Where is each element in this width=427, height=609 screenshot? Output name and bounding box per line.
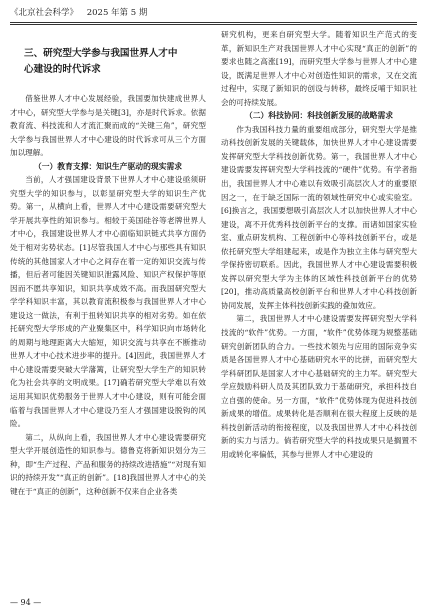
issue-number: 2025 年第 5 期 — [86, 8, 148, 18]
page-number: — 94 — — [10, 598, 42, 607]
paragraph: 第二，从纵向上看，我国世界人才中心建设需要研究型大学开展创造性的知识参与。德鲁克将新知识划分为三种，即“生产过程、产品和服务的持续改进措施”“对现有知识的持续开发”“真正的创新”。[18]我国世界人才中心的关键在于“真正的创新”，这种创新不仅来自企业各类 — [10, 432, 206, 496]
subsection-heading-education: （一）教育支撑：知识生产驱动的现实需求 — [33, 161, 183, 171]
header-rule — [10, 24, 417, 25]
paragraph: 借鉴世界人才中心发展经验，我国要加快建成世界人才中心，研究型大学参与是关键[3]，亦是时代诉求。依据教育流、科技流和人才流汇聚而成的“关键三角”，研究型大学参与我国世界人才中心建设的时代诉求可从三个方面加以理解。 — [10, 94, 206, 158]
section-heading — [10, 46, 206, 78]
journal-name: 《北京社会科学》 — [10, 8, 79, 18]
paragraph: 第二，我国世界人才中心建设需要发挥研究型大学科技流的“软件”优势。一方面，“软件”优势体现为规整基础研究创新团队的合力。一些技术领先与应用的国际竞争实质是各国世界人才中心基础研究水平的比拼，而研究型大学科研团队是国家人才中心基础研究的主力军。研究型大学应鼓励科研人员及其团队致力于基础研究，承担科技自立自强的使命。另一方面，“软件”优势体现为促进科技创新成果的增值。成果转化是否顺利在很大程度上反映的是科技创新活动的衔接程度，以及我国世界人才中心科技创新的实力与活力。倘若研究型大学的科技成果只是搁置不用或转化率偏低，其参与世界人才中心建设的 — [221, 314, 417, 459]
left-column — [10, 28, 206, 498]
right-column — [221, 28, 417, 462]
subsection-heading-technology: （二）科技协同：科技创新发展的战略需求 — [244, 111, 394, 121]
section-heading-line-2: 心建设的时代诉求 — [24, 64, 101, 75]
paragraph: 当前，人才强国建设背景下世界人才中心建设亟须研究型大学的知识参与，以彰显研究型大学的知识生产优势。第一，从横向上看，世界人才中心建设需要研究型大学开展共享性的知识参与。相较于美国硅谷等老牌世界人才中心，我国建设世界人才中心面临知识链式共享方面仍处于相对劣势状态。[1]尽管我国人才中心与那些具有知识传统的其他国家人才中心之间存在着一定的知识交流与传播，但后者可能因关键知识泄露风险、知识产权保护等原因而不愿共享知识，知识共享成效不高。而我国研究型大学学科知识丰富，其以教育流积极参与我国世界人才中心建设这一做法，有利于扭转知识共享的相对劣势。如在依托研究型大学形成的产业聚集区中，科学知识向市场转化的周期与地理距离大大缩短，知识交流与共享在不断推动世界人才中心技术进步率的提升。[4]因此，我国世界人才中心建设需要突破大学藩篱，让研究型大学生产的知识转化为社会共享的文明成果。[17]确若研究型大学难以有效运用其知识优势服务于世界人才中心建设，则有可能会面临着与我国世界人才中心建设乃至人才强国建设脱钩的风险。 — [10, 175, 206, 429]
paragraph: 研究机构，更来自研究型大学。随着知识生产范式的变革，新知识生产对我国世界人才中心实现“真正的创新”的要求也随之高涨[19]，而研究型大学参与世界人才中心建设，既满足世界人才中心对创造性知识的需求，又在交流过程中，实现了新知识的创设与转移，最终反哺于知识社会的可持续发展。 — [221, 30, 417, 107]
running-header — [10, 4, 417, 23]
paragraph: 作为我国科技力量的重要组成部分，研究型大学是推动科技创新发展的关键载体，加快世界人才中心建设需要发挥研究型大学科技创新优势。第一，我国世界人才中心建设需要发挥研究型大学科技流的“硬件”优势。有学者指出，我国世界人才中心难以有效吸引高层次人才的重要原因之一，在于缺乏国际一流的领域性研究中心或实验室。[6]换言之，我国要想吸引高层次人才以加快世界人才中心建设，离不开优秀科技创新平台的支撑。而诸如国家实验室、重点研发机构、工程创新中心等科技创新平台，或是依托研究型大学组建起来，或是作为独立主体与研究型大学保持密切联系。因此，我国世界人才中心建设需要积极发挥以研究型大学为主体的区域性科技创新平台的优势[20]，推动高质量高校创新平台和世界人才中心科技创新协同发展，发挥主体科技创新实践的叠加效应。 — [221, 124, 417, 310]
section-heading-line-1: 三、研究型大学参与我国世界人才中 — [24, 48, 178, 59]
